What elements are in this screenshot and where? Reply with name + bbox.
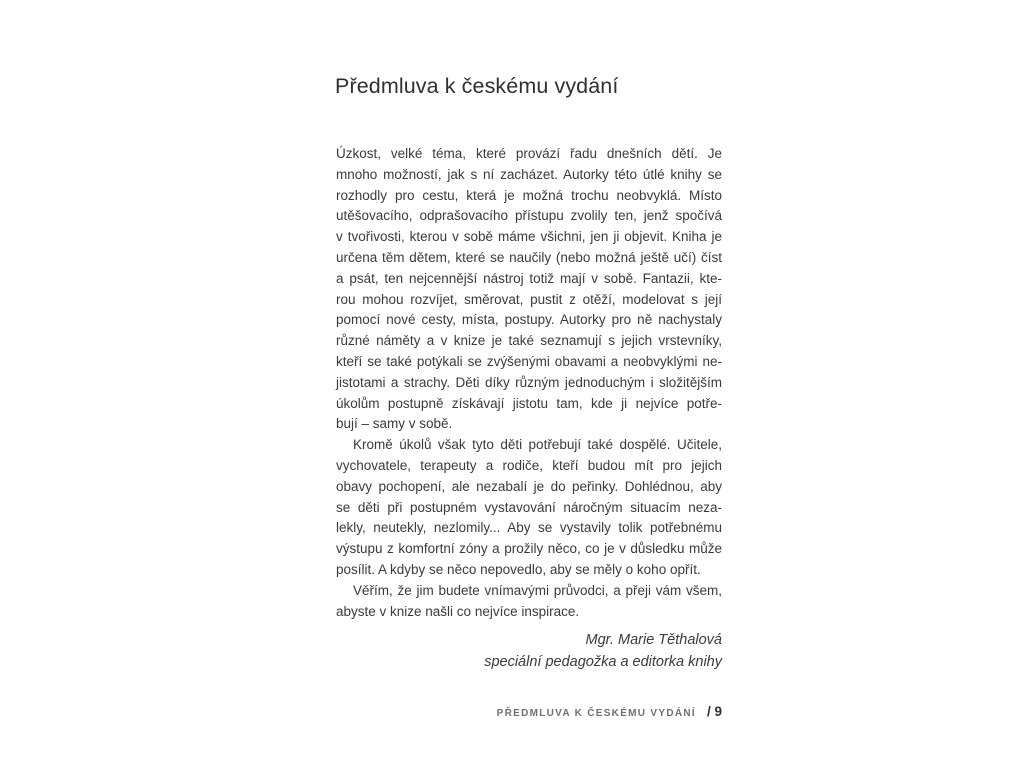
body-line: utěšovacího, odprašovacího přístupu zvolily ten, jenž spočívá xyxy=(336,208,722,224)
signature-role: speciální pedagožka a editorka knihy xyxy=(484,654,722,670)
body-line: v tvořivosti, kterou v sobě máme všichni, jen ji objevit. Kniha je xyxy=(336,229,722,245)
body-line: určena těm dětem, které se naučily (nebo možná ještě učí) číst xyxy=(336,249,722,265)
body-line: abyste v knize našli co nejvíce inspirace. xyxy=(336,603,580,619)
body-line: obavy pochopení, ale nezabalí je do peřinky. Dohlédnou, aby xyxy=(336,478,722,494)
footer-page-number: / 9 xyxy=(706,704,722,719)
body-line: pomocí nové cesty, místa, postupy. Autorky pro ně nachystaly xyxy=(336,312,722,328)
body-line: posílit. A kdyby se něco nepovedlo, aby se měly o koho opřít. xyxy=(336,561,701,577)
body-line: výstupu z komfortní zóny a prožily něco, co je v důsledku může xyxy=(336,541,722,557)
page-footer xyxy=(336,703,722,721)
body-line: Úzkost, velké téma, které provází řadu dnešních dětí. Je xyxy=(336,146,722,161)
signature-name: Mgr. Marie Těthalová xyxy=(585,632,722,648)
body-line: různé náměty a v knize je také seznamují s jejich vrstevníky, xyxy=(336,333,722,349)
body-text xyxy=(336,144,722,622)
body-line: lekly, neutekly, nezlomily... Aby se vystavily tolik potřebnému xyxy=(336,520,722,536)
body-line: Kromě úkolů však tyto děti potřebují také dospělé. Učitele, xyxy=(353,437,722,453)
footer-section-label: PŘEDMLUVA K ČESKÉMU VYDÁNÍ xyxy=(496,708,696,719)
body-line: a psát, ten nejcennější nástroj totiž mají v sobě. Fantazii, kte- xyxy=(336,270,722,286)
body-line: mnoho možností, jak s ní zacházet. Autorky této útlé knihy se xyxy=(336,166,722,182)
body-line: bují – samy v sobě. xyxy=(336,416,453,432)
body-line: rozhodly pro cestu, která je možná trochu neobvyklá. Místo xyxy=(336,187,722,203)
body-line: Věřím, že jim budete vnímavými průvodci, a přeji vám všem, xyxy=(353,582,722,598)
body-line: vychovatele, terapeuty a rodiče, kteří budou mít pro jejich xyxy=(336,457,722,473)
signature-block xyxy=(336,629,722,673)
body-line: úkolům postupně získávají jistotu tam, kde ji nejvíce potře- xyxy=(336,395,722,411)
page-title: Předmluva k českému vydání xyxy=(335,74,619,98)
body-line: rou mohou rozvíjet, směrovat, pustit z otěží, modelovat s její xyxy=(336,291,722,307)
body-line: jistotami a strachy. Děti díky různým jednoduchým i složitějším xyxy=(336,374,722,390)
body-line: se děti při postupném vystavování náročným situacím neza- xyxy=(336,499,722,515)
body-line: kteří se také potýkali se zvýšenými obavami a neobvyklými ne- xyxy=(336,353,722,369)
